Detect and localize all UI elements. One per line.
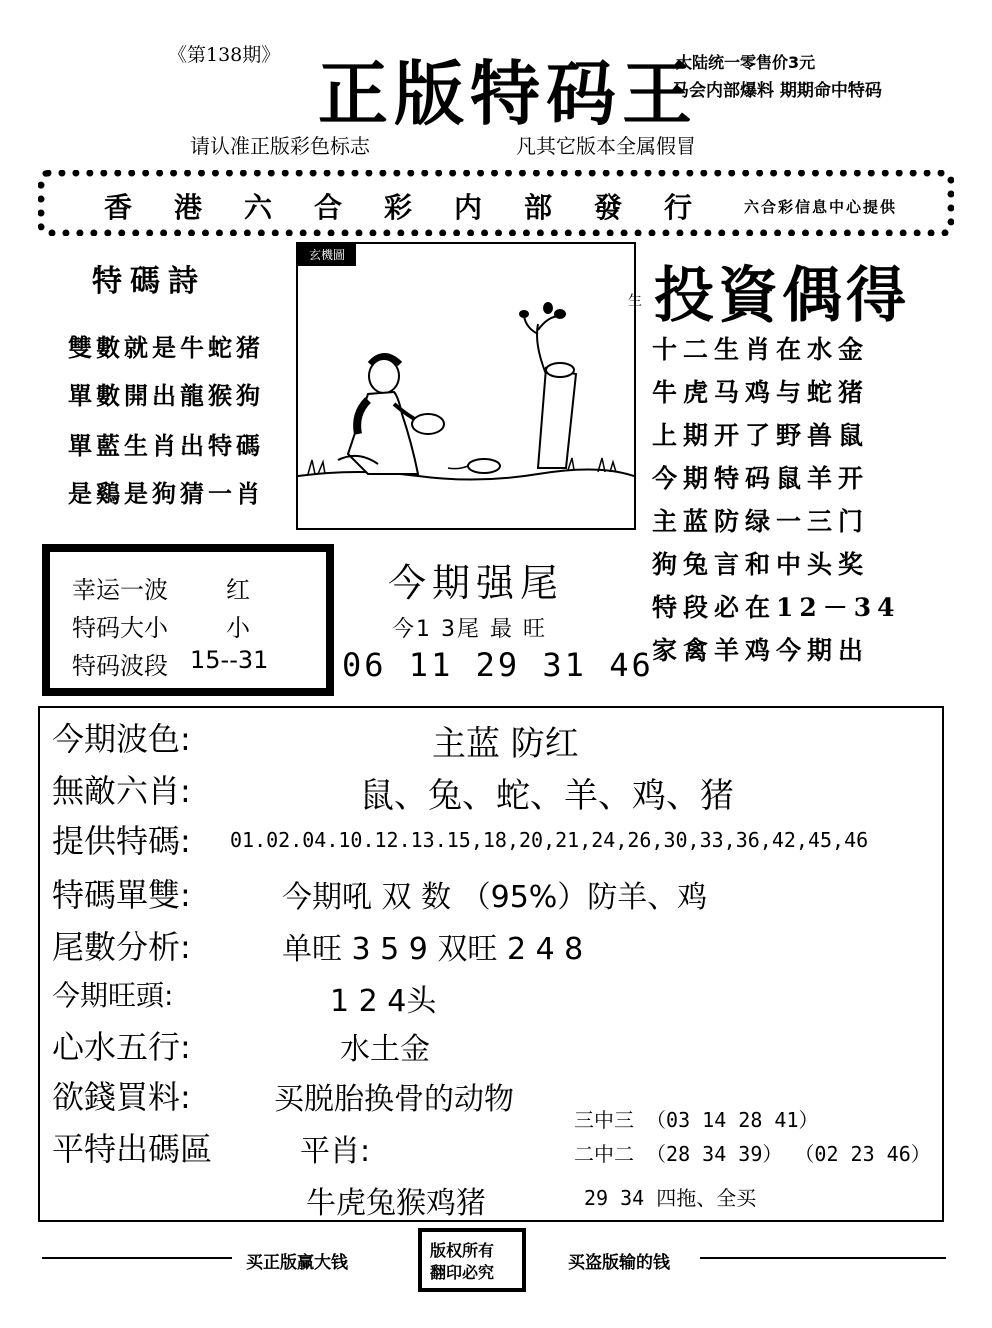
invest-line: 十二生肖在水金 <box>652 335 870 364</box>
poem-line: 單數開出龍猴狗 <box>68 381 264 410</box>
three-in-three: 三中三 （03 14 28 41） <box>574 1108 819 1132</box>
two-in-two: 二中二 （28 34 39） （02 23 46） <box>574 1142 931 1166</box>
invest-line: 上期开了野兽鼠 <box>652 421 870 450</box>
strong-tail-numbers: 06 11 29 31 46 <box>342 646 654 684</box>
poem-line: 是鷄是狗猜一肖 <box>68 479 264 508</box>
notice-left: 请认准正版彩色标志 <box>190 134 370 158</box>
issue-number: 《第138期》 <box>168 44 281 66</box>
buy-value: 买脱胎换骨的动物 <box>274 1082 514 1117</box>
invest-line: 牛虎马鸡与蛇猪 <box>652 378 870 407</box>
flat-value: 牛虎兔猴鸡猪 <box>306 1186 486 1221</box>
lucky-value: 小 <box>226 614 250 642</box>
odd-even-label: 特碼單雙: <box>52 876 191 914</box>
main-title: 正版特码王 <box>318 53 698 135</box>
flat-label: 平特出碼區 <box>52 1130 213 1168</box>
invest-line: 今期特码鼠羊开 <box>652 464 870 493</box>
price-text: 大陆统一零售价3元 <box>676 53 816 72</box>
footer-right-text: 买盗版输的钱 <box>568 1253 670 1273</box>
banner-credit: 六合彩信息中心提供 <box>744 198 898 216</box>
footer-divider <box>42 1257 232 1259</box>
strong-tail-subtitle: 今1 3尾 最 旺 <box>392 617 547 642</box>
poem-line: 單藍生肖出特碼 <box>68 431 264 460</box>
head-label: 今期旺頭: <box>52 979 174 1012</box>
footer-divider <box>700 1257 946 1259</box>
invest-line: 特段必在12－34 <box>652 593 901 622</box>
drag-numbers: 29 34 四拖、全买 <box>584 1186 757 1210</box>
element-value: 水土金 <box>340 1032 430 1067</box>
codes-label: 提供特碼: <box>52 822 191 860</box>
head-value: 1 2 4头 <box>330 984 437 1019</box>
banner-text: 香港六合彩内部發行 <box>104 191 735 224</box>
notice-right: 凡其它版本全属假冒 <box>516 134 696 158</box>
wave-value: 主蓝 防红 <box>432 724 579 764</box>
codes-value: 01.02.04.10.12.13.15,18,20,21,24,26,30,33,36,42,45,46 <box>230 828 869 852</box>
wave-label: 今期波色: <box>52 720 191 758</box>
flat-sub-label: 平肖: <box>300 1134 371 1169</box>
lucky-label: 特码波段 <box>72 652 168 680</box>
lucky-value: 15--31 <box>190 646 269 674</box>
tail-analysis-label: 尾數分析: <box>52 928 191 966</box>
picture-side-char: 生 <box>628 293 642 309</box>
lucky-label: 特码大小 <box>72 614 168 642</box>
poem-line: 雙數就是牛蛇猪 <box>68 333 264 362</box>
strong-tail-title: 今期强尾 <box>388 561 565 605</box>
insider-text: 马会内部爆料 期期命中特码 <box>672 81 882 101</box>
copyright-line-1: 版权所有 <box>430 1241 495 1260</box>
element-label: 心水五行: <box>52 1028 191 1066</box>
invest-line: 家禽羊鸡今期出 <box>652 636 870 665</box>
odd-even-value: 今期吼 双 数 （95%）防羊、鸡 <box>282 880 708 915</box>
invest-line: 狗兔言和中头奖 <box>652 550 870 579</box>
footer-left-text: 买正版赢大钱 <box>246 1253 348 1273</box>
six-zodiac-label: 無敵六肖: <box>52 772 191 810</box>
tail-analysis-value: 单旺 3 5 9 双旺 2 4 8 <box>282 932 584 967</box>
buy-label: 欲錢買料: <box>52 1078 191 1116</box>
lucky-label: 幸运一波 <box>72 576 168 604</box>
six-zodiac-value: 鼠、兔、蛇、羊、鸡、猪 <box>360 776 734 816</box>
poem-title: 特碼詩 <box>92 264 206 299</box>
picture-label: 玄機圖 <box>298 244 356 266</box>
lucky-value: 红 <box>226 576 250 604</box>
cartoon-illustration <box>298 244 634 528</box>
invest-line: 主蓝防绿一三门 <box>652 507 870 536</box>
copyright-line-2: 翻印必究 <box>430 1263 495 1282</box>
invest-title: 投資偶得 <box>654 261 910 331</box>
cartoon-picture <box>296 242 636 530</box>
